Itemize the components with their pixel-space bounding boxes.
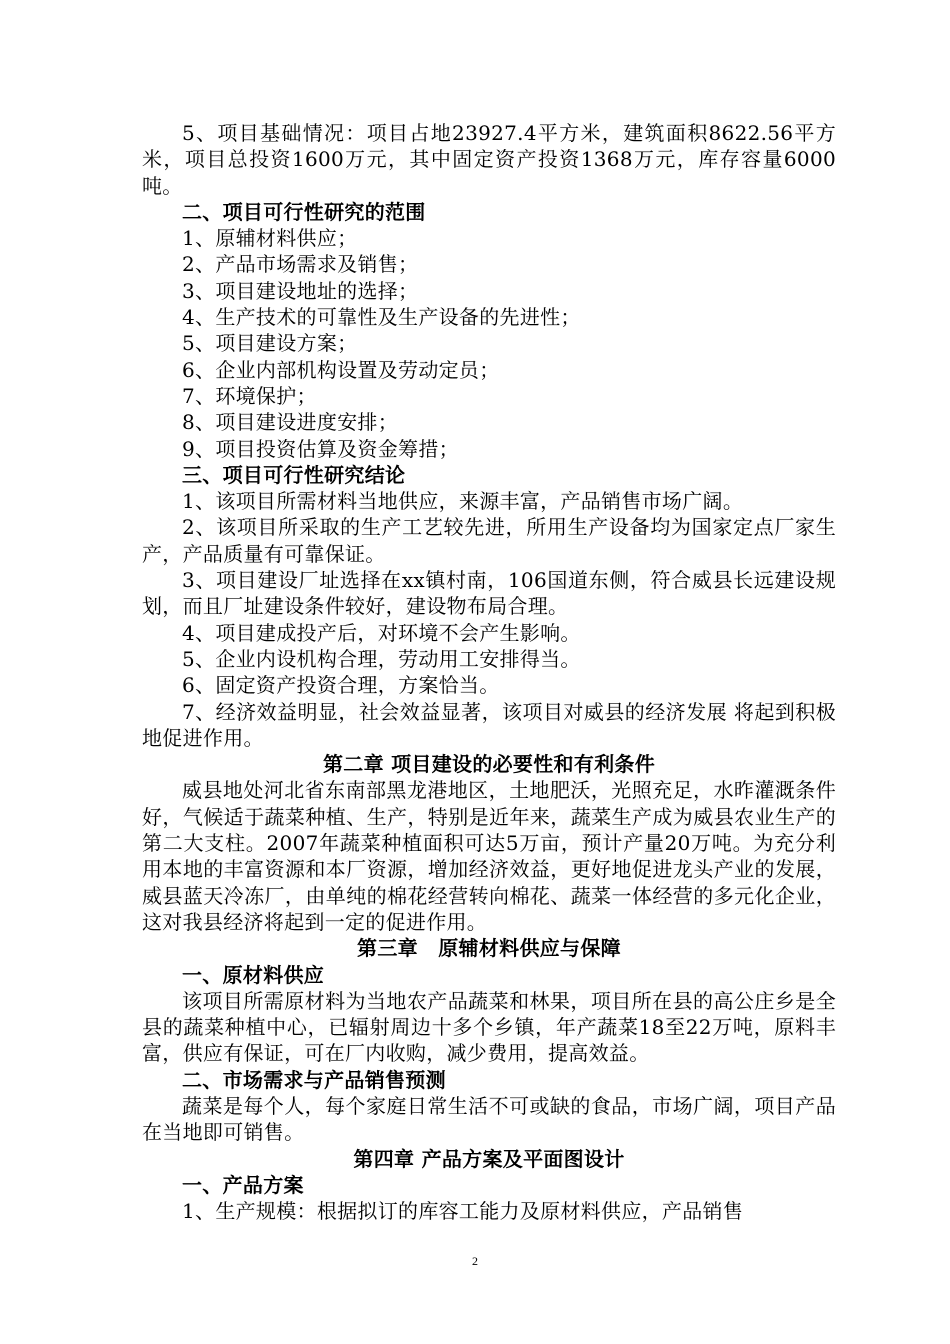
conclusion-item: 3、项目建设厂址选择在xx镇村南，106国道东侧，符合威县长远建设规划，而且厂址建设条件较好，建设物布局合理。 [142,568,836,619]
conclusion-item: 6、固定资产投资合理，方案恰当。 [182,673,500,698]
conclusion-item: 4、项目建成投产后，对环境不会产生影响。 [182,620,581,645]
list-item: 3、项目建设地址的选择； [182,278,419,303]
chapter-title-3: 第三章 原辅材料供应与保障 [357,936,621,961]
paragraph-weixian-overview: 威县地处河北省东南部黑龙港地区，土地肥沃，光照充足，水昨灌溉条件好，气候适于蔬菜种植、生产，特别是近年来，蔬菜生产成为威县农业生产的第二大支柱。2007年蔬菜种植面积可达5万亩，预计产量20万吨。为充分利用本地的丰富资源和本厂资源，增加经济效益，更好地促进龙头产业的发展，威县蓝天冷冻厂，由单纯的棉花经营转向棉花、蔬菜一体经营的多元化企业，这对我县经济将起到一定的促进作用。 [142,778,836,934]
page-number: 2 [472,1254,478,1268]
paragraph-production-scale: 1、生产规模：根据拟订的库容工能力及原材料供应，产品销售 [182,1199,744,1224]
list-item: 9、项目投资估算及资金筹措； [182,436,459,461]
list-item: 5、项目建设方案； [182,331,358,356]
chapter-title-4: 第四章 产品方案及平面图设计 [353,1146,625,1171]
list-item: 2、产品市场需求及销售； [182,252,419,277]
list-item: 4、生产技术的可靠性及生产设备的先进性； [182,305,581,330]
list-item: 7、环境保护； [182,383,317,408]
section-heading-raw-material-supply: 一、原材料供应 [182,962,325,987]
list-item: 6、企业内部机构设置及劳动定员； [182,357,500,382]
paragraph-raw-material: 该项目所需原材料为当地农产品蔬菜和林果，项目所在县的高公庄乡是全县的蔬菜种植中心，已辐射周边十多个乡镇，年产蔬菜18至22万吨，原料丰富，供应有保证，可在厂内收购，减少费用，提高效益。 [142,988,836,1066]
section-heading-research-scope: 二、项目可行性研究的范围 [182,199,426,224]
document-page [142,120,836,1224]
conclusion-item: 1、该项目所需材料当地供应，来源丰富，产品销售市场广阔。 [182,489,744,514]
list-item: 1、原辅材料供应； [182,226,358,251]
list-item: 8、项目建设进度安排； [182,410,399,435]
section-heading-product-plan: 一、产品方案 [182,1172,304,1197]
paragraph-project-basics: 5、项目基础情况：项目占地23927.4平方米，建筑面积8622.56平方米，项目总投资1600万元，其中固定资产投资1368万元，库存容量6000吨。 [142,121,836,198]
chapter-title-2: 第二章 项目建设的必要性和有利条件 [322,752,656,777]
conclusion-item: 7、经济效益明显，社会效益显著，该项目对威县的经济发展 将起到积极地促进作用。 [142,699,836,750]
paragraph-market: 蔬菜是每个人，每个家庭日常生活不可或缺的食品，市场广阔，项目产品在当地即可销售。 [142,1093,836,1145]
conclusion-item: 2、该项目所采取的生产工艺较先进，所用生产设备均为国家定点厂家生产，产品质量有可靠保证。 [142,515,836,566]
section-heading-research-conclusion: 三、项目可行性研究结论 [182,462,406,487]
conclusion-item: 5、企业内设机构合理，劳动用工安排得当。 [182,646,581,671]
section-heading-market-demand: 二、市场需求与产品销售预测 [182,1067,446,1092]
